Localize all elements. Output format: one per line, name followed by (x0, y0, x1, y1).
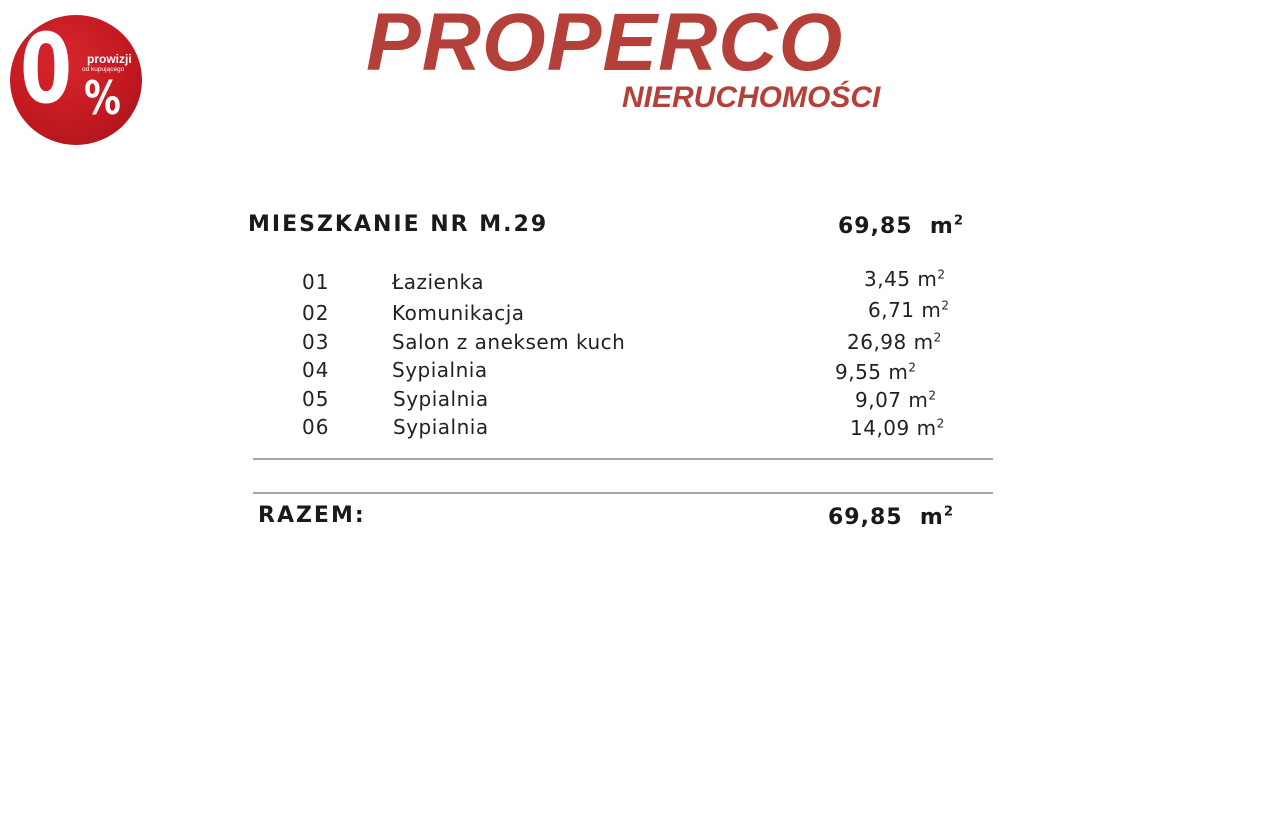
badge-word: prowizji (87, 52, 132, 66)
apartment-area-sup: 2 (953, 213, 965, 229)
room-area-value: 6,71 m (868, 298, 942, 322)
room-name: Sypialnia (393, 387, 489, 411)
badge-sub: od kupującego (82, 66, 125, 73)
room-number: 03 (302, 330, 330, 354)
room-area-value: 9,55 m (835, 360, 909, 384)
divider-line (253, 492, 993, 494)
room-area-value: 3,45 m (864, 267, 938, 291)
room-area-sup: 2 (933, 330, 942, 345)
room-area-sup: 2 (928, 388, 937, 403)
room-area (835, 360, 917, 384)
room-area-sup: 2 (936, 416, 945, 431)
room-number: 06 (302, 415, 330, 439)
badge-zero: 0 (20, 13, 73, 125)
room-name: Salon z aneksem kuch (392, 330, 626, 354)
logo-properco: PROPERCO (366, 0, 844, 88)
apartment-area-unit: m (929, 214, 954, 239)
divider-line (253, 458, 993, 460)
room-area (847, 330, 942, 354)
room-area (868, 298, 950, 322)
apartment-area (838, 214, 964, 239)
room-number: 05 (302, 387, 330, 411)
logo-nieruchomosci: NIERUCHOMOŚCI (622, 81, 881, 114)
room-area-value: 9,07 m (855, 388, 929, 412)
total-area-value: 69,85 (828, 505, 903, 530)
room-area-value: 14,09 m (850, 416, 937, 440)
room-name: Łazienka (392, 270, 485, 294)
room-area (850, 416, 945, 440)
room-number: 04 (302, 358, 330, 382)
total-area-unit: m (919, 505, 944, 530)
room-number: 02 (302, 301, 330, 325)
room-name: Sypialnia (392, 358, 488, 382)
room-area-sup: 2 (941, 298, 950, 313)
room-area-value: 26,98 m (847, 330, 934, 354)
apartment-area-value: 69,85 (838, 214, 913, 239)
total-area-sup: 2 (943, 504, 955, 520)
room-name: Sypialnia (393, 415, 489, 439)
total-area (828, 505, 954, 530)
room-name: Komunikacja (392, 301, 525, 325)
room-number: 01 (302, 270, 330, 294)
badge-percent: % (84, 71, 121, 125)
room-area (855, 388, 937, 412)
total-label: RAZEM: (258, 503, 366, 528)
apartment-title: MIESZKANIE NR M.29 (248, 212, 549, 237)
room-area-sup: 2 (937, 267, 946, 282)
room-area (864, 267, 946, 291)
room-area-sup: 2 (908, 360, 917, 375)
commission-badge (10, 15, 142, 145)
